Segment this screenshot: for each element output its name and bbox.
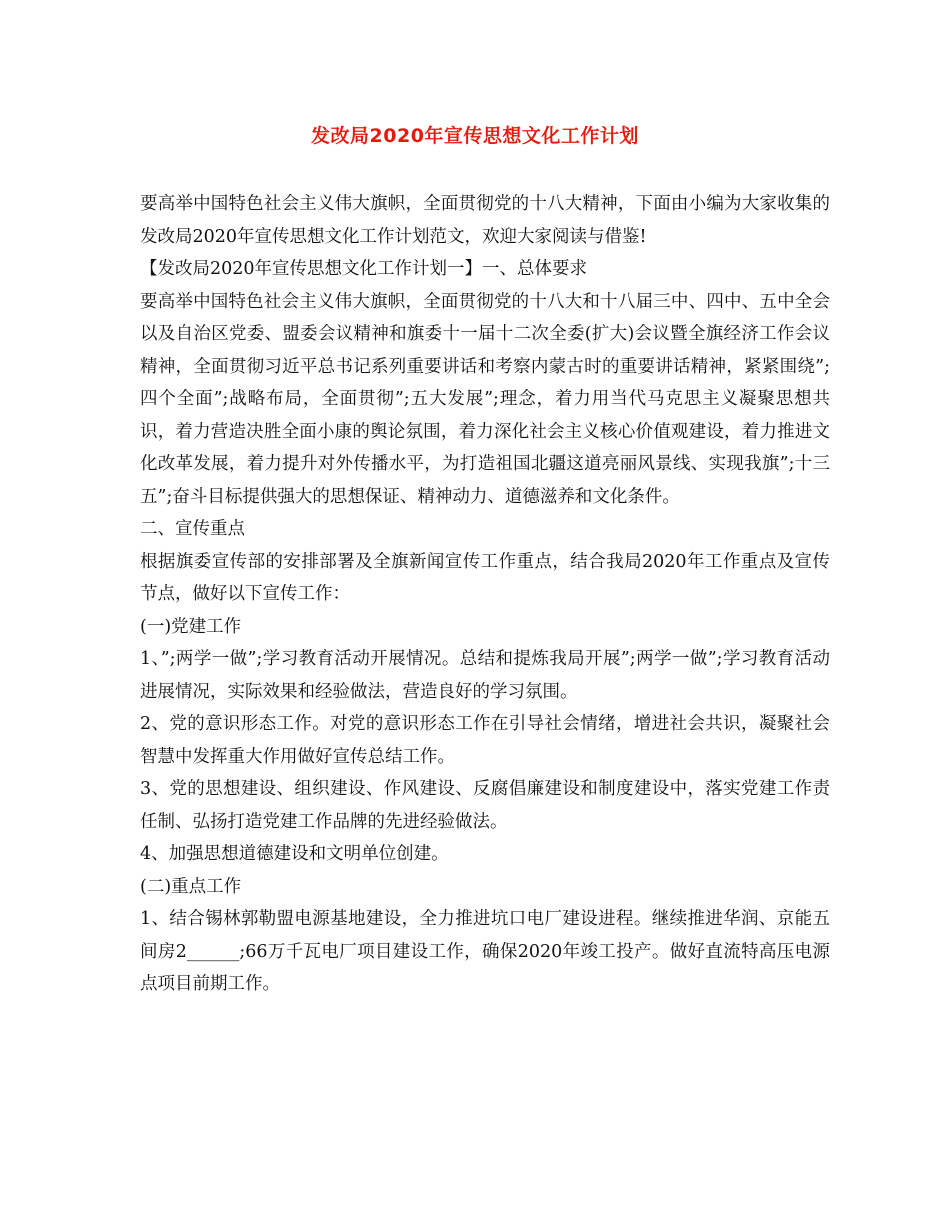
subsection-heading-party-building: (一)党建工作 bbox=[140, 616, 242, 637]
party-building-item-3: 3、党的思想建设、组织建设、作风建设、反腐倡廉建设和制度建设中，落实党建工作责任制、弘扬打造党建工作品牌的先进经验做法。 bbox=[140, 779, 830, 832]
party-building-item-2: 2、党的意识形态工作。对党的意识形态工作在引导社会情绪，增进社会共识，凝聚社会智慧中发挥重大作用做好宣传总结工作。 bbox=[140, 714, 830, 767]
subsection-heading-key-work: (二)重点工作 bbox=[140, 876, 242, 897]
document-title: 发改局2020年宣传思想文化工作计划 bbox=[311, 125, 639, 147]
intro-paragraph: 要高举中国特色社会主义伟大旗帜，全面贯彻党的十八大精神，下面由小编为大家收集的发改局2020年宣传思想文化工作计划范文，欢迎大家阅读与借鉴! bbox=[140, 194, 830, 247]
publicity-focus-paragraph: 根据旗委宣传部的安排部署及全旗新闻宣传工作重点，结合我局2020年工作重点及宣传节点，做好以下宣传工作： bbox=[140, 551, 830, 604]
document-body bbox=[140, 188, 830, 1001]
section-heading-publicity-focus: 二、宣传重点 bbox=[140, 519, 245, 539]
party-building-item-4: 4、加强思想道德建设和文明单位创建。 bbox=[140, 844, 449, 864]
party-building-item-1: 1、”;两学一做”;学习教育活动开展情况。总结和提炼我局开展”;两学一做”;学习教育活动进展情况，实际效果和经验做法，营造良好的学习氛围。 bbox=[140, 649, 830, 702]
key-work-item-1: 1、结合锡林郭勒盟电源基地建设，全力推进坑口电厂建设进程。继续推进华润、京能五间房2______;66万千瓦电厂项目建设工作，确保2020年竣工投产。做好直流特高压电源点项目前期工作。 bbox=[140, 909, 830, 994]
plan-one-heading: 【发改局2020年宣传思想文化工作计划一】一、总体要求 bbox=[140, 259, 588, 279]
general-requirements-paragraph: 要高举中国特色社会主义伟大旗帜，全面贯彻党的十八大和十八届三中、四中、五中全会以及自治区党委、盟委会议精神和旗委十一届十二次全委(扩大)会议暨全旗经济工作会议精神，全面贯彻习近平总书记系列重要讲话和考察内蒙古时的重要讲话精神，紧紧围绕”;四个全面”;战略布局，全面贯彻”;五大发展”;理念，着力用当代马克思主义凝聚思想共识，着力营造决胜全面小康的舆论氛围，着力深化社会主义核心价值观建设，着力推进文化改革发展，着力提升对外传播水平，为打造祖国北疆这道亮丽风景线、实现我旗”;十三五”;奋斗目标提供强大的思想保证、精神动力、道德滋养和文化条件。 bbox=[140, 291, 830, 507]
